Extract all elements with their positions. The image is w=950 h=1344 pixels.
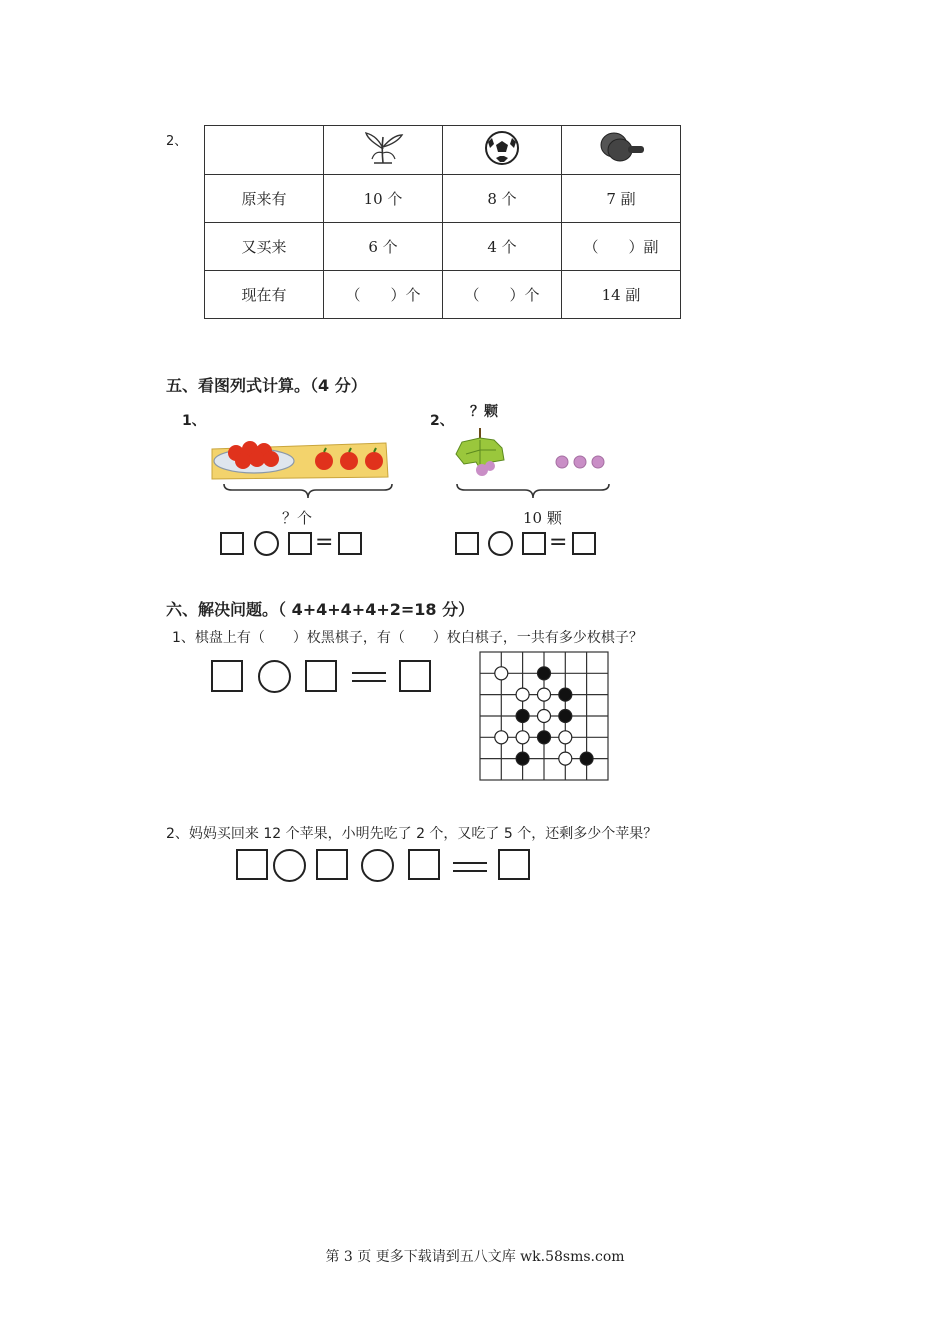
grapes-picture bbox=[452, 424, 612, 484]
equals-sign bbox=[352, 672, 386, 682]
problem-1-number: 1、 bbox=[182, 413, 206, 429]
answer-box[interactable] bbox=[399, 660, 431, 692]
operator-circle[interactable] bbox=[254, 531, 279, 556]
section-6-title: 六、解决问题。（ 4+4+4+4+2=18 分） bbox=[166, 600, 475, 619]
table-cell[interactable]: （ ）副 bbox=[562, 223, 681, 271]
answer-box[interactable] bbox=[522, 532, 546, 555]
table-cell: 8 个 bbox=[443, 175, 562, 223]
table-cell[interactable]: （ ）个 bbox=[324, 271, 443, 319]
answer-box[interactable] bbox=[572, 532, 596, 555]
answer-box[interactable] bbox=[220, 532, 244, 555]
brace bbox=[455, 482, 611, 502]
operator-circle[interactable] bbox=[258, 660, 291, 693]
row-label: 现在有 bbox=[205, 271, 324, 319]
problem-2-number: 2、 bbox=[430, 413, 454, 429]
problem-1-label: ？个 bbox=[282, 509, 313, 527]
operator-circle[interactable] bbox=[488, 531, 513, 556]
problem-2-top-label: ？颗 bbox=[470, 404, 498, 420]
apples-picture bbox=[210, 425, 394, 483]
table-cell: 14 副 bbox=[562, 271, 681, 319]
question-number: 2、 bbox=[166, 134, 188, 149]
table-cell: 4 个 bbox=[443, 223, 562, 271]
operator-circle[interactable] bbox=[361, 849, 394, 882]
row-label: 原来有 bbox=[205, 175, 324, 223]
plant-icon bbox=[324, 126, 443, 175]
section-5-title: 五、看图列式计算。（4 分） bbox=[166, 376, 367, 395]
problem-2-label: 10 颗 bbox=[523, 509, 562, 527]
answer-box[interactable] bbox=[288, 532, 312, 555]
brace bbox=[222, 482, 394, 502]
answer-box[interactable] bbox=[211, 660, 243, 692]
equals-sign: = bbox=[315, 530, 334, 555]
answer-box[interactable] bbox=[408, 849, 440, 880]
table-cell: 10 个 bbox=[324, 175, 443, 223]
page-footer: 第 3 页 更多下载请到五八文库 wk.58sms.com bbox=[325, 1249, 625, 1265]
answer-box[interactable] bbox=[305, 660, 337, 692]
table-cell[interactable]: （ ）个 bbox=[443, 271, 562, 319]
ping-pong-paddle-icon bbox=[562, 126, 681, 175]
table-cell: 6 个 bbox=[324, 223, 443, 271]
answer-box[interactable] bbox=[316, 849, 348, 880]
operator-circle[interactable] bbox=[273, 849, 306, 882]
answer-box[interactable] bbox=[455, 532, 479, 555]
answer-box[interactable] bbox=[338, 532, 362, 555]
equals-sign: = bbox=[549, 530, 568, 555]
answer-box[interactable] bbox=[498, 849, 530, 880]
row-label: 又买来 bbox=[205, 223, 324, 271]
answer-box[interactable] bbox=[236, 849, 268, 880]
question-2-text: 2、妈妈买回来 12 个苹果，小明先吃了 2 个，又吃了 5 个，还剩多少个苹果？ bbox=[166, 826, 658, 842]
soccer-ball-icon bbox=[443, 126, 562, 175]
item-count-table bbox=[204, 125, 681, 319]
table-cell: 7 副 bbox=[562, 175, 681, 223]
equals-sign bbox=[453, 862, 487, 872]
go-board bbox=[478, 650, 612, 782]
table-corner-cell bbox=[205, 126, 324, 175]
question-1-text: 1、棋盘上有（ ）枚黑棋子，有（ ）枚白棋子，一共有多少枚棋子？ bbox=[172, 630, 643, 646]
